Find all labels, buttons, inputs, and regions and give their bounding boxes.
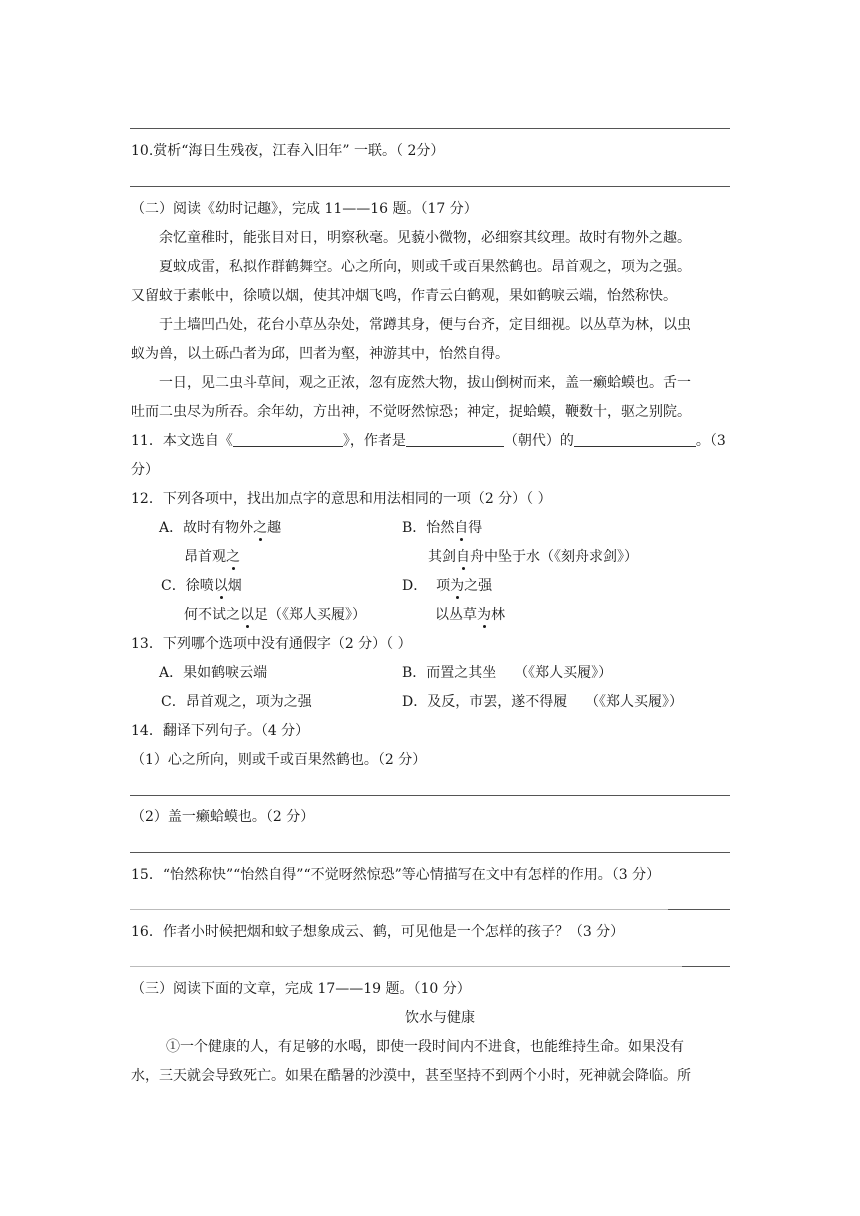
answer-line[interactable] [668, 909, 730, 910]
option-text: 何不试之 [184, 607, 240, 623]
answer-line[interactable] [130, 852, 730, 853]
option-text: 得 [468, 520, 483, 536]
dotted-char: 以 [213, 578, 228, 594]
fill-blank-author[interactable] [406, 432, 504, 447]
q11-text: 11．本文选自《 [131, 433, 233, 449]
q12-option-b-sub [428, 548, 638, 566]
passage-line: 又留蚊于素帐中，徐喷以烟，使其冲烟飞鸣，作青云白鹤观，果如鹤唳云端，怡然称快。 [131, 288, 677, 304]
dotted-char: 自 [456, 549, 470, 565]
question-13: 13．下列哪个选项中没有通假字（2 分）（ ） [131, 636, 412, 652]
q13-option-b[interactable]: B．而置之其坐 （《郑人买履》） [402, 665, 613, 681]
q13-option-c[interactable]: C．昂首观之，项为之强 [161, 694, 312, 710]
option-text: 足（《郑人买履》） [254, 607, 366, 623]
article-line: ①一个健康的人，有足够的水喝，即使一段时间内不进食，也能维持生命。如果没有 [166, 1039, 684, 1055]
q11-continuation: 分） [131, 462, 159, 478]
option-text: A．故时有物外 [159, 520, 254, 536]
option-text: 以丛草 [435, 607, 477, 623]
option-text: B．怡然 [402, 520, 455, 536]
answer-line[interactable] [682, 966, 730, 967]
q14-item-1: （1）心之所向，则或千或百果然鹤也。（2 分） [131, 752, 427, 768]
option-text: C．徐喷 [161, 578, 214, 594]
q12-option-a[interactable] [159, 519, 281, 537]
question-14: 14．翻译下列句子。（4 分） [131, 723, 310, 739]
option-text: 林 [491, 607, 505, 623]
dotted-char: 为 [450, 578, 465, 594]
q13-option-a[interactable]: A．果如鹤唳云端 [159, 665, 268, 681]
option-text: 之强 [464, 578, 493, 594]
article-title: 饮水与健康 [405, 1010, 475, 1026]
fill-blank-source[interactable] [233, 432, 343, 447]
q12-option-d[interactable] [402, 577, 492, 595]
dotted-char: 以 [240, 607, 254, 623]
q11-text: 》，作者是 [342, 433, 406, 449]
answer-line[interactable] [130, 909, 668, 910]
q11-text: 。（3 [695, 433, 726, 449]
fill-blank-identity[interactable] [574, 432, 696, 447]
dotted-char: 之 [226, 549, 240, 565]
q13-option-d[interactable]: D．及反，市罢，遂不得履 （《郑人买履》） [402, 694, 684, 710]
answer-line [130, 128, 730, 129]
passage-line: 夏蚊成雷，私拟作群鹤舞空。心之所向，则或千或百果然鹤也。昂首观之，项为之强。 [159, 259, 691, 275]
dotted-char: 为 [477, 607, 491, 623]
question-11 [131, 432, 726, 450]
answer-line [130, 186, 730, 187]
option-text: D． 项 [402, 578, 451, 594]
section-3-heading: （三）阅读下面的文章，完成 17——19 题。（10 分） [131, 981, 471, 997]
q12-option-a-sub [184, 548, 240, 566]
passage-line: 吐而二虫尽为所吞。余年幼，方出神，不觉呀然惊恐；神定，捉蛤蟆，鞭数十，驱之别院。 [131, 404, 691, 420]
q11-text: （朝代）的 [503, 433, 574, 449]
q14-item-2: （2）盖一癞蛤蟆也。（2 分） [131, 809, 315, 825]
passage-line: 蚁为兽，以土砾凸者为邱，凹者为壑，神游其中，怡然自得。 [131, 346, 509, 362]
option-text: 昂首观 [184, 549, 226, 565]
q12-option-b[interactable] [402, 519, 482, 537]
question-15: 15．“怡然称快”“怡然自得”“不觉呀然惊恐”等心情描写在文中有怎样的作用。（3 分） [131, 867, 661, 883]
q12-option-c[interactable] [161, 577, 242, 595]
passage-line: 余忆童稚时，能张目对日，明察秋毫。见藐小微物，必细察其纹理。故时有物外之趣。 [159, 230, 691, 246]
passage-line: 一日，见二虫斗草间，观之正浓，忽有庞然大物，拔山倒树而来，盖一癞蛤蟆也。舌一 [159, 375, 691, 391]
option-text: 趣 [267, 520, 282, 536]
article-line: 水，三天就会导致死亡。如果在酷暑的沙漠中，甚至坚持不到两个小时，死神就会降临。所 [131, 1068, 691, 1084]
answer-line[interactable] [130, 795, 730, 796]
question-12: 12．下列各项中，找出加点字的意思和用法相同的一项（2 分）（ ） [131, 491, 552, 507]
answer-line[interactable] [130, 966, 682, 967]
dotted-char: 自 [454, 520, 469, 536]
dotted-char: 之 [253, 520, 268, 536]
question-16: 16．作者小时候把烟和蚊子想象成云、鹤，可见他是一个怎样的孩子？（3 分） [131, 924, 625, 940]
option-text: 舟中坠于水（《刻舟求剑》） [470, 549, 638, 565]
section-2-heading: （二）阅读《幼时记趣》，完成 11——16 题。（17 分） [131, 201, 478, 217]
passage-line: 于土墙凹凸处，花台小草丛杂处，常蹲其身，便与台齐，定目细视。以丛草为林，以虫 [159, 317, 691, 333]
q12-option-d-sub [435, 606, 505, 624]
option-text: 其剑 [428, 549, 456, 565]
question-10: 10.赏析“海日生残夜，江春入旧年” 一联。（ 2分） [131, 143, 445, 159]
q12-option-c-sub [184, 606, 366, 624]
option-text: 烟 [227, 578, 242, 594]
